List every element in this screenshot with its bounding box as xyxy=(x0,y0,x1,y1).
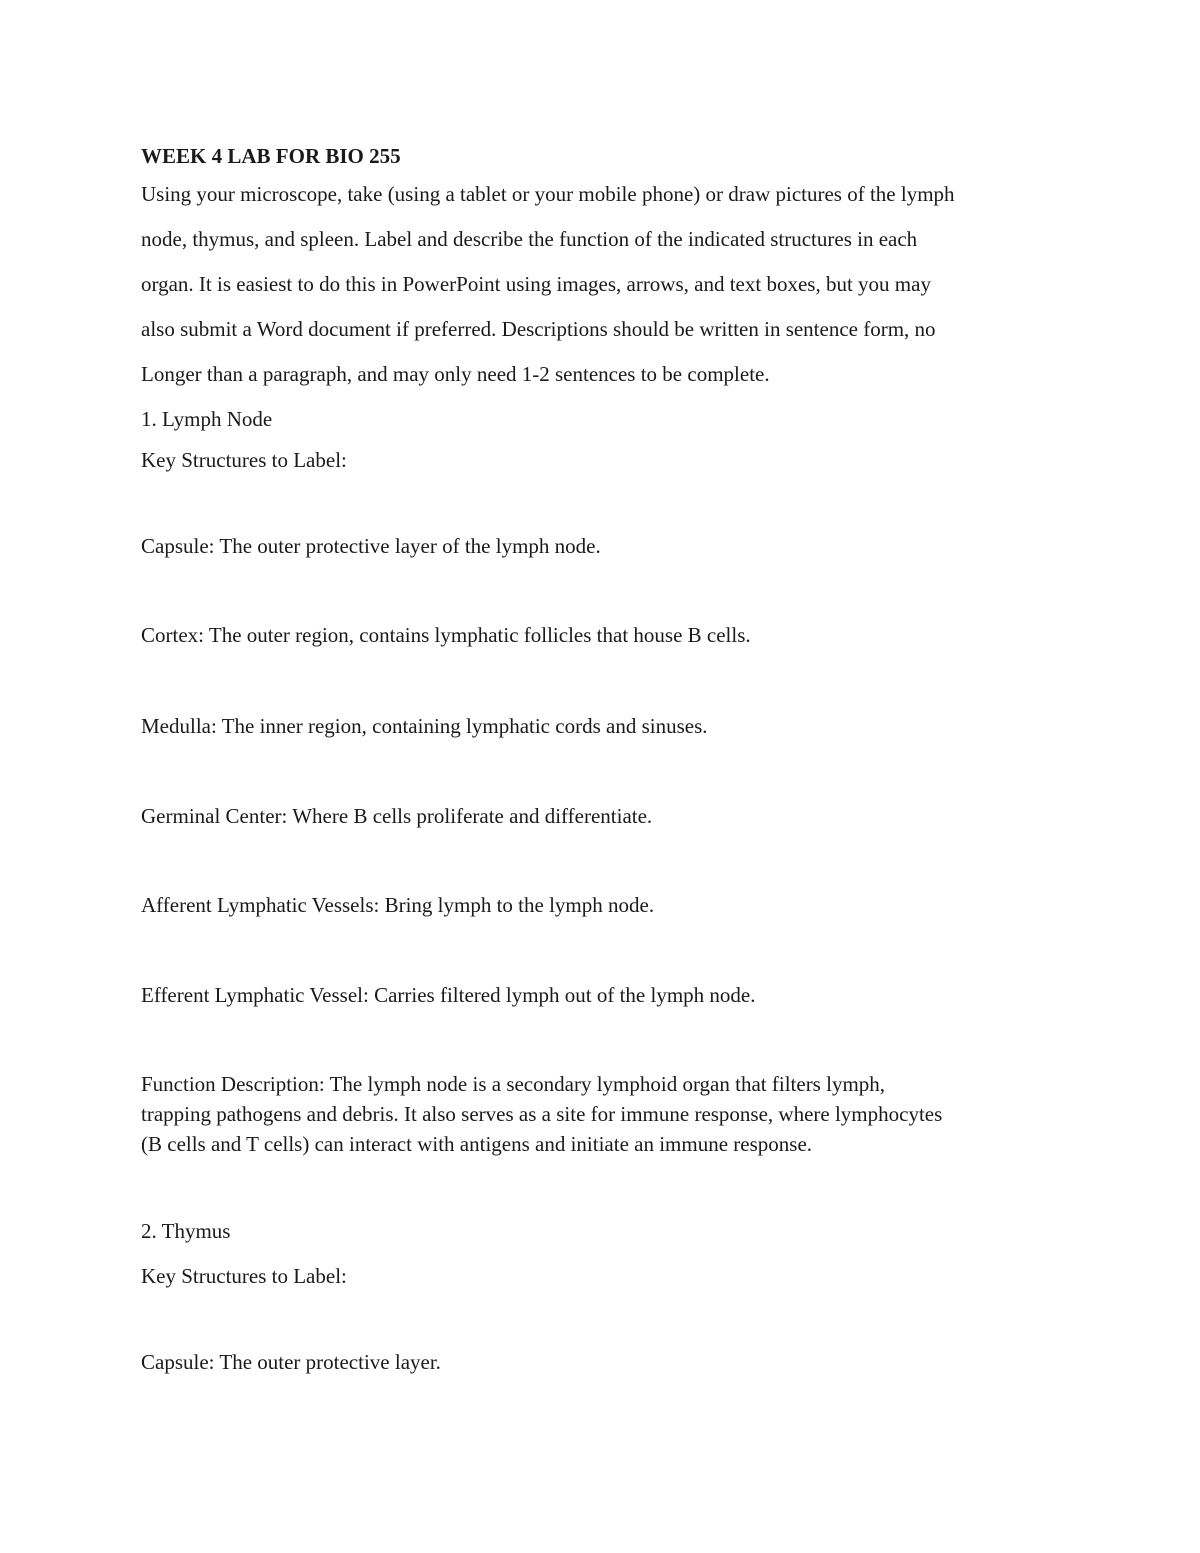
section-heading-thymus: 2. Thymus xyxy=(141,1219,231,1243)
function-line: Function Description: The lymph node is a secondary lymphoid organ that filters lymph, xyxy=(141,1072,886,1096)
structure-afferent-vessels: Afferent Lymphatic Vessels: Bring lymph to the lymph node. xyxy=(141,893,655,917)
intro-paragraph xyxy=(141,172,1081,397)
intro-line: Longer than a paragraph, and may only need 1-2 sentences to be complete. xyxy=(141,362,770,386)
function-line: (B cells and T cells) can interact with antigens and initiate an immune response. xyxy=(141,1132,813,1156)
key-structures-label: Key Structures to Label: xyxy=(141,1264,347,1288)
intro-line: also submit a Word document if preferred. Descriptions should be written in sentence form, no xyxy=(141,317,936,341)
intro-line: node, thymus, and spleen. Label and describe the function of the indicated structures in each xyxy=(141,227,918,251)
function-description xyxy=(141,1069,1081,1159)
structure-cortex: Cortex: The outer region, contains lymphatic follicles that house B cells. xyxy=(141,623,751,647)
structure-medulla: Medulla: The inner region, containing lymphatic cords and sinuses. xyxy=(141,714,708,738)
section-heading-lymph-node: 1. Lymph Node xyxy=(141,407,273,431)
intro-line: organ. It is easiest to do this in PowerPoint using images, arrows, and text boxes, but you may xyxy=(141,272,931,296)
document-title: WEEK 4 LAB FOR BIO 255 xyxy=(141,144,401,168)
intro-line: Using your microscope, take (using a tablet or your mobile phone) or draw pictures of the lymph xyxy=(141,182,955,206)
structure-efferent-vessel: Efferent Lymphatic Vessel: Carries filtered lymph out of the lymph node. xyxy=(141,983,756,1007)
document-page xyxy=(141,140,1081,1377)
key-structures-label: Key Structures to Label: xyxy=(141,448,347,472)
function-line: trapping pathogens and debris. It also serves as a site for immune response, where lymphocytes xyxy=(141,1102,943,1126)
structure-germinal-center: Germinal Center: Where B cells proliferate and differentiate. xyxy=(141,804,653,828)
structure-capsule: Capsule: The outer protective layer. xyxy=(141,1350,441,1374)
structure-capsule: Capsule: The outer protective layer of the lymph node. xyxy=(141,534,601,558)
